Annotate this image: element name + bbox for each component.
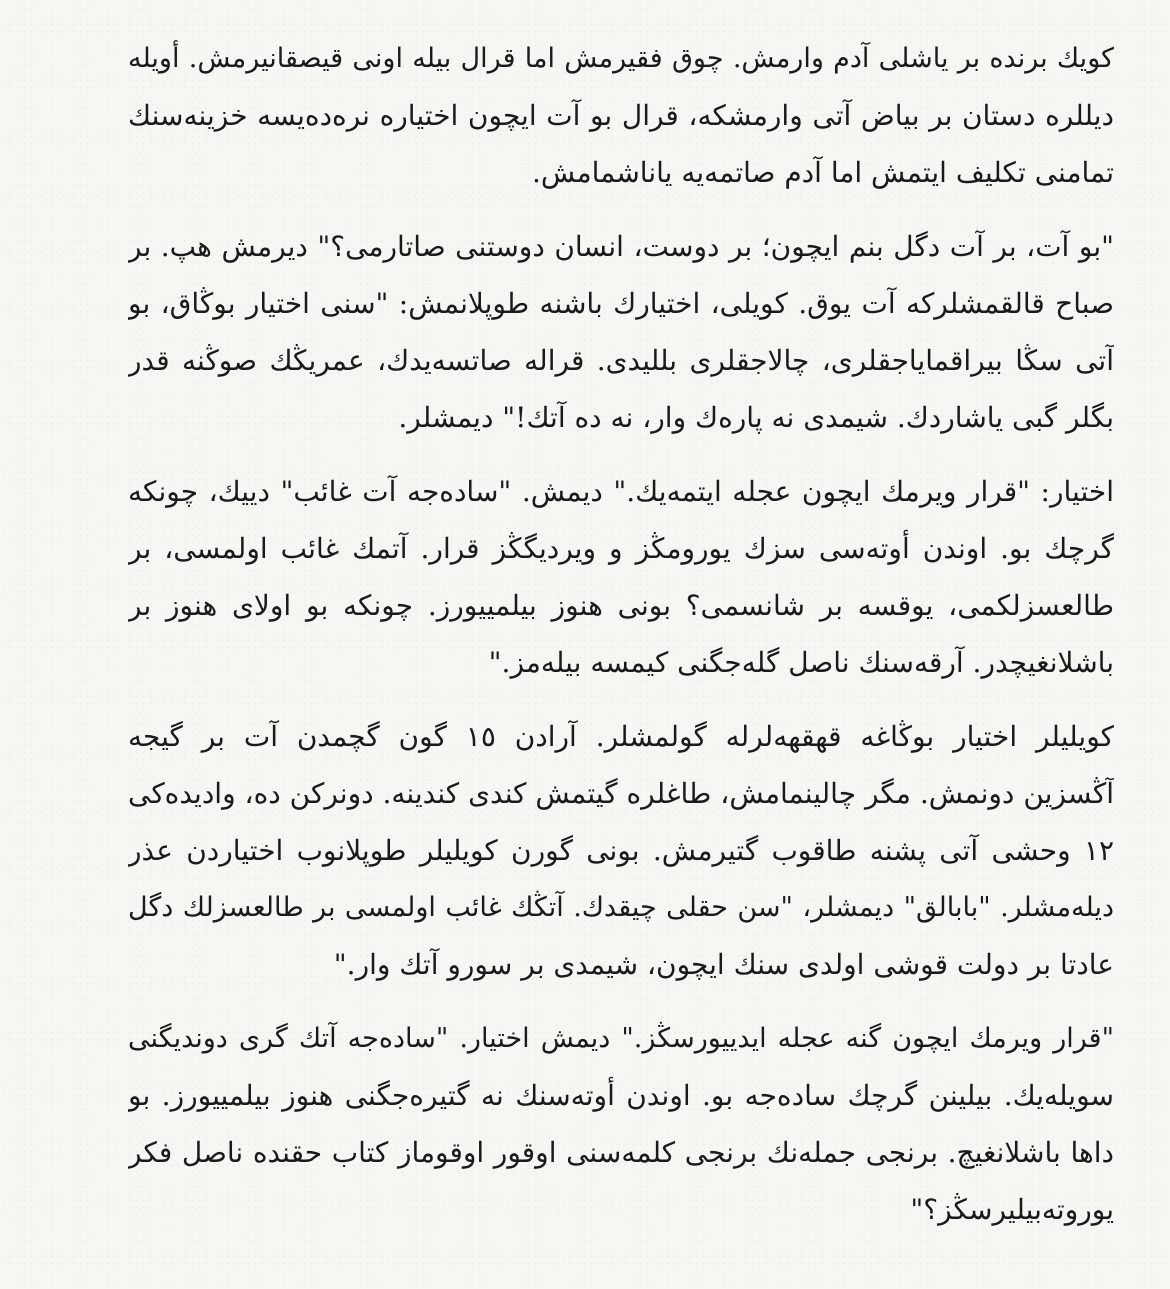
text-line: دیله‌مشلر. "بابالق" دیمشلر، "سن حقلی چیقدك. آتڭك غائب اولمسی بر طالعسزلك دگل [128, 892, 1114, 923]
text-line: دیللره دستان بر بیاض آتی وارمشکه، قرال بو آت ایچون اختیاره نره‌ده‌یسه خزینه‌سنك [128, 99, 1114, 132]
text-line: "بو آت، بر آت دگل بنم ایچون؛ بر دوست، انسان دوستنی صاتارمی؟" دیرمش هپ. بر [128, 230, 1114, 263]
text-line: ١٢ وحشی آتی پشنه طاقوب گتیرمش. بونی گورن کویلیلر طوپلانوب اختیاردن عذر [128, 834, 1114, 867]
text-line: طالعسزلکمی، یوقسه بر شانسمی؟ بونی هنوز بیلمییورز. چونکه بو اولای هنوز بر [128, 589, 1114, 622]
text-line: "قرار ویرمك ایچون گنه عجله ایدییورسڭز." دیمش اختیار. "ساده‌جه آتك گری دوندیگنی [128, 1023, 1114, 1054]
paragraph-3 [128, 463, 1114, 691]
document-page [128, 30, 1114, 1255]
text-line: باشلانغیچدر. آرقه‌سنك ناصل گله‌جگنی کیمسه بیله‌مز." [488, 646, 1114, 679]
text-line: اختیار: "قرار ویرمك ایچون عجله ایتمه‌یك." دیمش. "ساده‌جه آت غائب" دییك، چونکه [128, 475, 1114, 508]
text-line: آڭسزین دونمش. مگر چالینمامش، طاغلره گیتمش کندی کندینه. دونرکن ده، وادیده‌کی [128, 777, 1114, 810]
text-line: آتی سڭا بیراقمایاجقلری، چالاجقلری بللیدی. قراله صاتسه‌یدك، عمریڭك صوڭنه قدر [128, 344, 1114, 377]
text-line: بگلر گبی یاشاردك. شیمدی نه پاره‌ك وار، نه ده آتك!" دیمشلر. [398, 401, 1114, 434]
text-line: عادتا بر دولت قوشی اولدی سنك ایچون، شیمدی بر سورو آتك وار." [333, 948, 1114, 981]
text-line: سویله‌یك. بیلینن گرچك ساده‌جه بو. اوندن أوته‌سنك نه گتیره‌جگنی هنوز بیلمییورز. بو [128, 1079, 1114, 1112]
text-line: تمامنی تکلیف ایتمش اما آدم صاتمه‌یه یاناشمامش. [532, 156, 1114, 189]
text-line: یوروته‌بیلیرسڭز؟" [910, 1193, 1114, 1226]
paragraph-4 [128, 708, 1114, 993]
text-line: گرچك بو. اوندن أوته‌سی سزك یورومڭز و ویردیگڭز قرار. آتمك غائب اولمسی، بر [128, 532, 1114, 565]
paragraph-2 [128, 218, 1114, 446]
text-line: داها باشلانغیچ. برنجی جمله‌نك برنجی کلمه‌سنی اوقور اوقوماز کتاب حقنده ناصل فکر [128, 1136, 1114, 1169]
text-line: صباح قالقمشلرکه آت یوق. کویلی، اختیارك باشنه طوپلانمش: "سنی اختیار بوڭاق، بو [128, 287, 1114, 320]
text-line: کویك برنده بر یاشلی آدم وارمش. چوق فقیرمش اما قرال بیله اونی قیصقانیرمش. أویله [128, 43, 1114, 74]
paragraph-5 [128, 1010, 1114, 1238]
paragraph-1 [128, 30, 1114, 201]
text-line: کویلیلر اختیار بوڭاغه قهقهه‌لرله گولمشلر. آرادن ١٥ گون گچمدن آت بر گیجه [128, 720, 1114, 753]
